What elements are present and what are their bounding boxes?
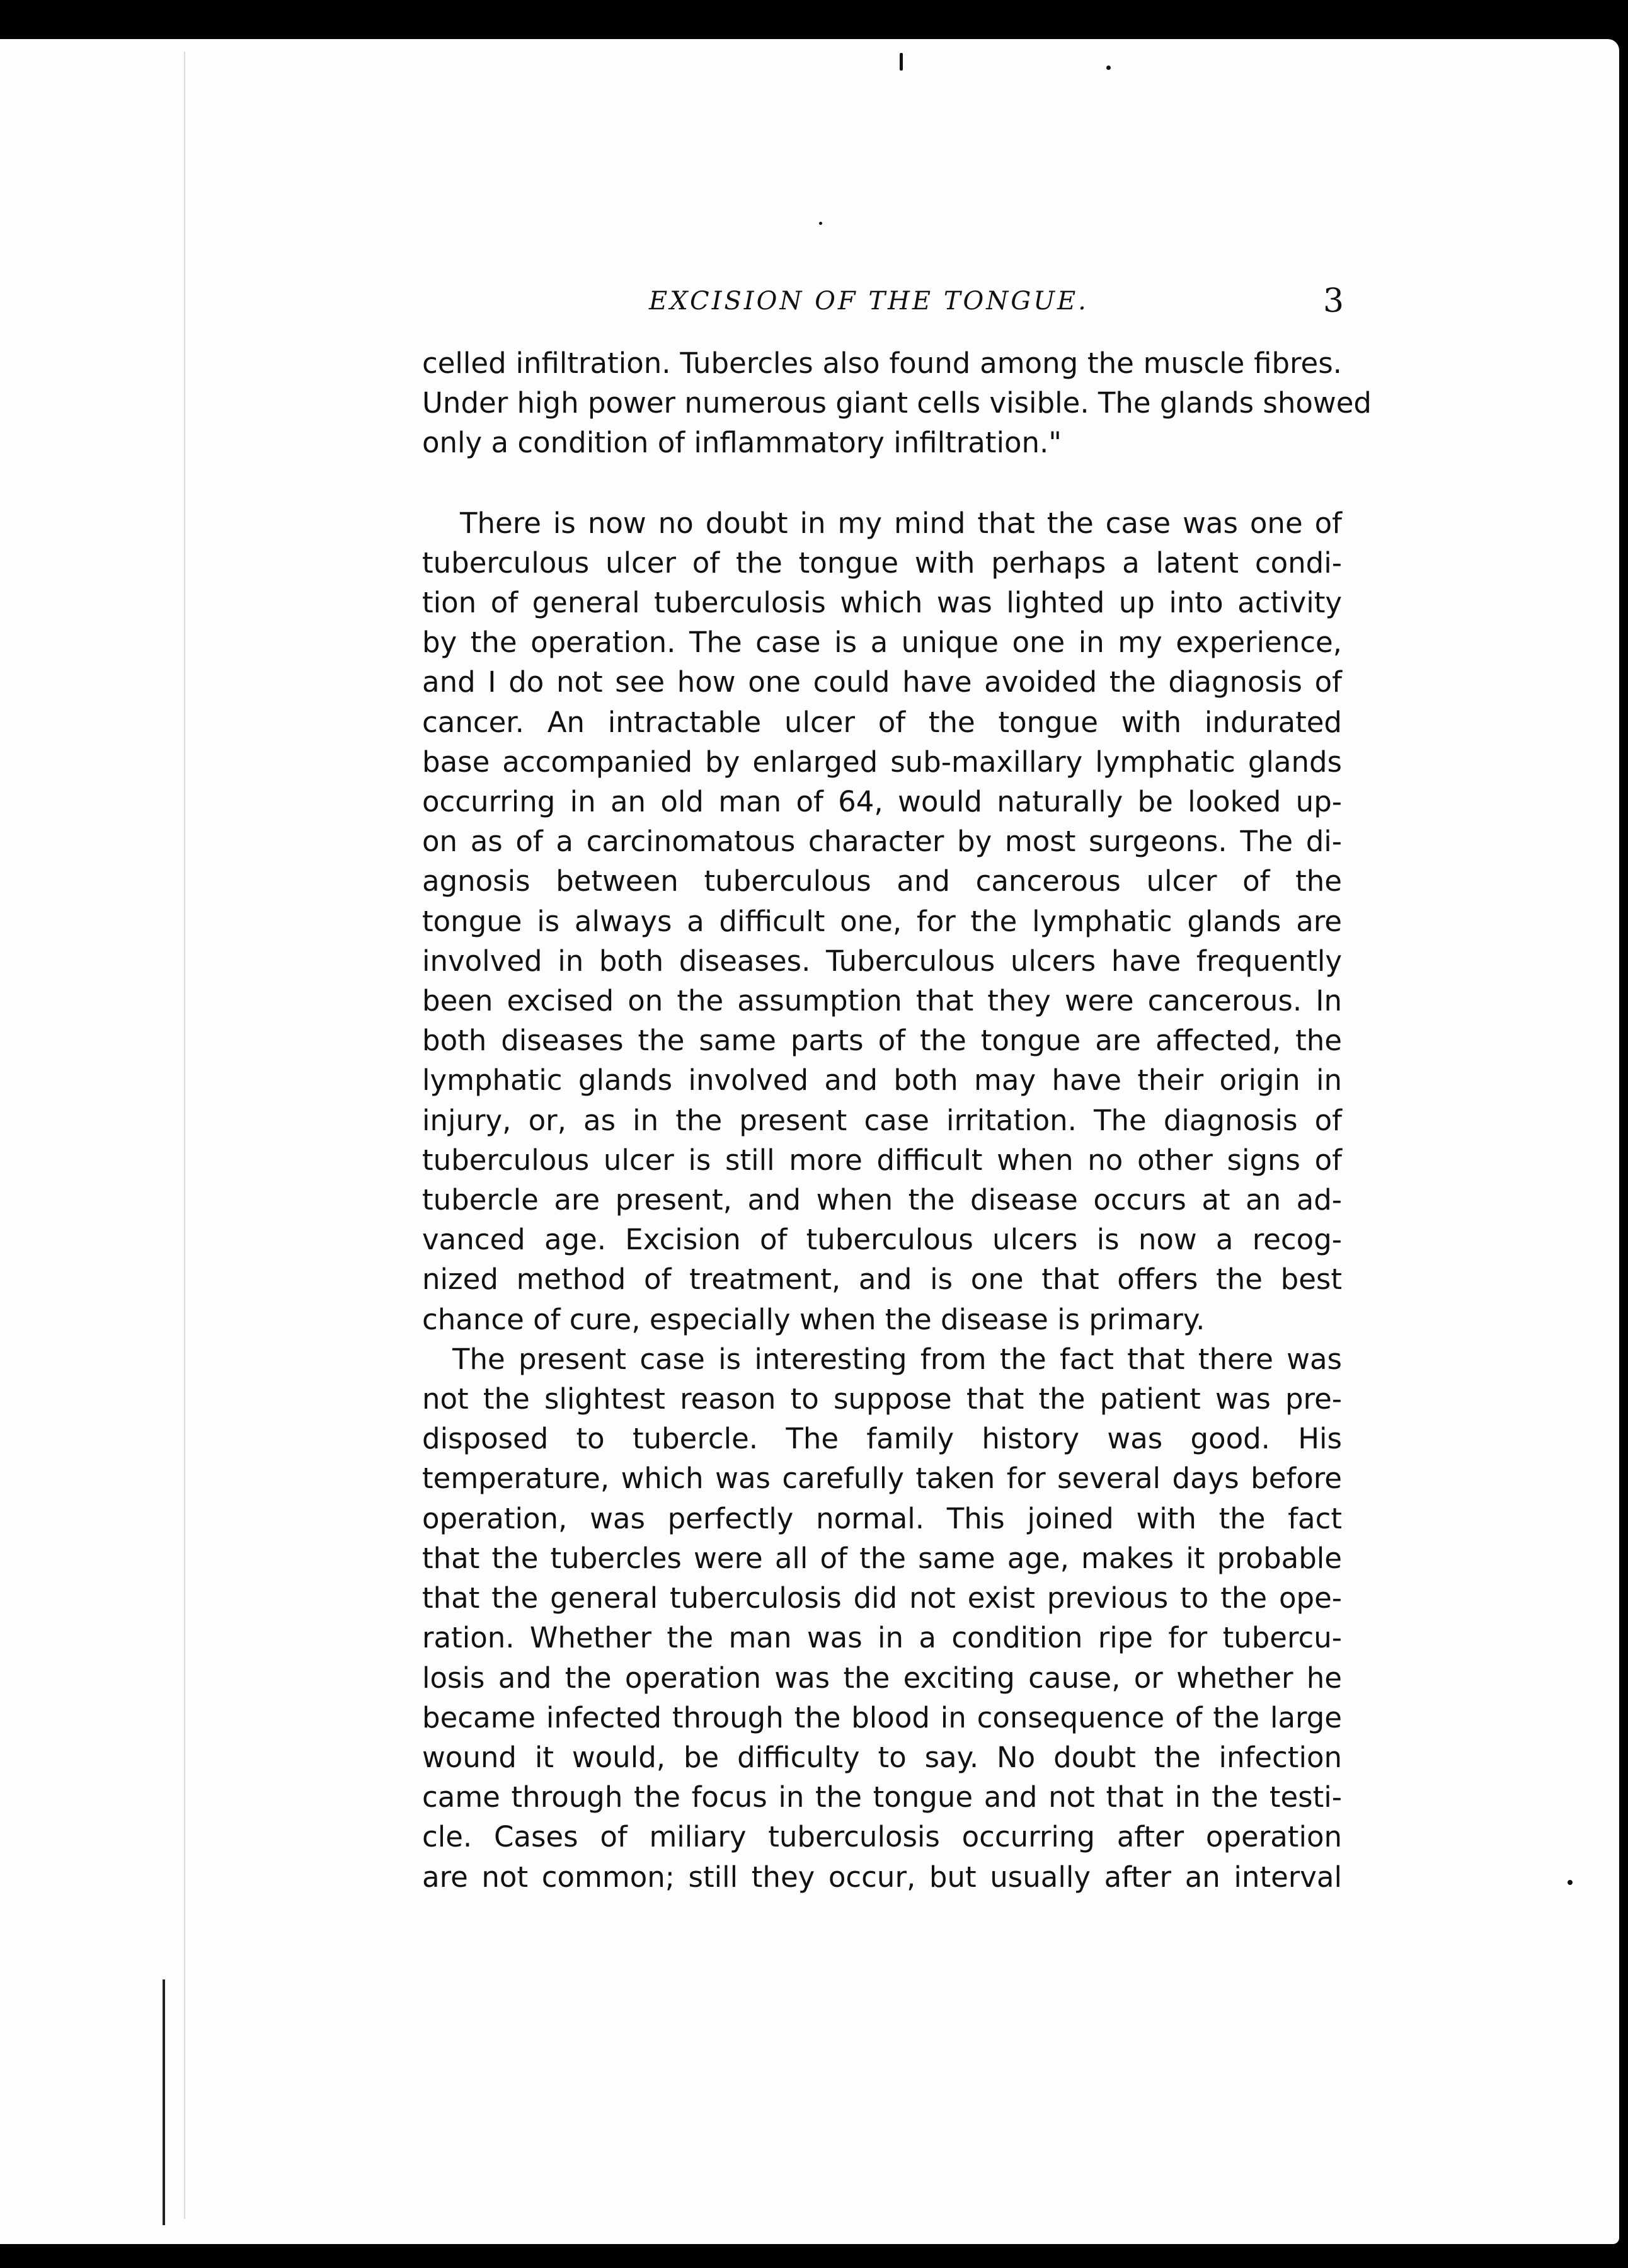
text-line: not the slightest reason to suppose that the patient was pre-: [422, 1382, 1342, 1416]
text-line: celled infiltration. Tubercles also found among the muscle fibres.: [422, 346, 1342, 380]
text-line: temperature, which was carefully taken for several days before: [422, 1462, 1342, 1496]
scan-speck: [1568, 1880, 1573, 1885]
binding-edge-line: [163, 1979, 165, 2225]
text-line: and I do not see how one could have avoided the diagnosis of: [422, 665, 1342, 699]
page-number: 3: [1323, 282, 1344, 320]
text-line: tion of general tuberculosis which was lighted up into activity: [422, 586, 1342, 620]
text-line: cancer. An intractable ulcer of the tongue with indurated: [422, 705, 1342, 739]
text-line: injury, or, as in the present case irritation. The diagnosis of: [422, 1103, 1342, 1137]
text-line: are not common; still they occur, but usually after an interval: [422, 1860, 1342, 1894]
text-line: by the operation. The case is a unique one in my experience,: [422, 626, 1342, 660]
text-line: that the general tuberculosis did not exist previous to the ope-: [422, 1581, 1342, 1615]
paragraph: [422, 343, 1372, 463]
text-line: operation, was perfectly normal. This joined with the fact: [422, 1501, 1342, 1535]
text-line: lymphatic glands involved and both may have their origin in: [422, 1063, 1342, 1097]
text-line: agnosis between tuberculous and cancerous ulcer of the: [422, 864, 1342, 898]
text-line: tuberculous ulcer is still more difficult when no other signs of: [422, 1143, 1342, 1177]
paragraph: [422, 503, 1342, 1339]
text-line: tuberculous ulcer of the tongue with perhaps a latent condi-: [422, 546, 1342, 580]
paragraph: [422, 1339, 1342, 1897]
text-line: wound it would, be difficulty to say. No doubt the infection: [422, 1740, 1342, 1774]
running-head: EXCISION OF THE TONGUE.: [649, 287, 1089, 316]
text-line: Under high power numerous giant cells visible. The glands showed: [422, 386, 1372, 420]
text-line: both diseases the same parts of the tongue are affected, the: [422, 1024, 1342, 1058]
text-line: only a condition of inflammatory infiltration.": [422, 426, 1062, 460]
scan-speck: [1106, 66, 1111, 70]
text-line: occurring in an old man of 64, would naturally be looked up-: [422, 785, 1342, 819]
text-line: cle. Cases of miliary tuberculosis occurring after operation: [422, 1820, 1342, 1854]
text-line: became infected through the blood in consequence of the large: [422, 1700, 1342, 1734]
text-line: came through the focus in the tongue and not that in the testi-: [422, 1780, 1342, 1814]
text-line: tubercle are present, and when the disease occurs at an ad-: [422, 1183, 1342, 1217]
text-line: The present case is interesting from the fact that there was: [452, 1342, 1342, 1376]
page-fold-line: [184, 52, 185, 2219]
text-line: losis and the operation was the exciting cause, or whether he: [422, 1661, 1342, 1695]
text-line: that the tubercles were all of the same age, makes it probable: [422, 1541, 1342, 1575]
body-text: [422, 343, 1372, 1897]
text-line: been excised on the assumption that they were cancerous. In: [422, 984, 1342, 1018]
text-line: base accompanied by enlarged sub-maxillary lymphatic glands: [422, 745, 1342, 779]
text-line: nized method of treatment, and is one that offers the best: [422, 1263, 1342, 1297]
text-line: disposed to tubercle. The family history was good. His: [422, 1422, 1342, 1456]
text-line: tongue is always a difficult one, for the lymphatic glands are: [422, 904, 1342, 938]
text-line: involved in both diseases. Tuberculous ulcers have frequently: [422, 944, 1342, 978]
scan-speck: [819, 222, 822, 225]
text-line: ration. Whether the man was in a condition ripe for tubercu-: [422, 1621, 1342, 1655]
text-line: chance of cure, especially when the disease is primary.: [422, 1302, 1205, 1336]
text-line: There is now no doubt in my mind that the case was one of: [460, 506, 1342, 540]
text-line: on as of a carcinomatous character by most surgeons. The di-: [422, 825, 1342, 859]
text-line: vanced age. Excision of tuberculous ulcers is now a recog-: [422, 1223, 1342, 1257]
scan-speck: [900, 53, 903, 71]
